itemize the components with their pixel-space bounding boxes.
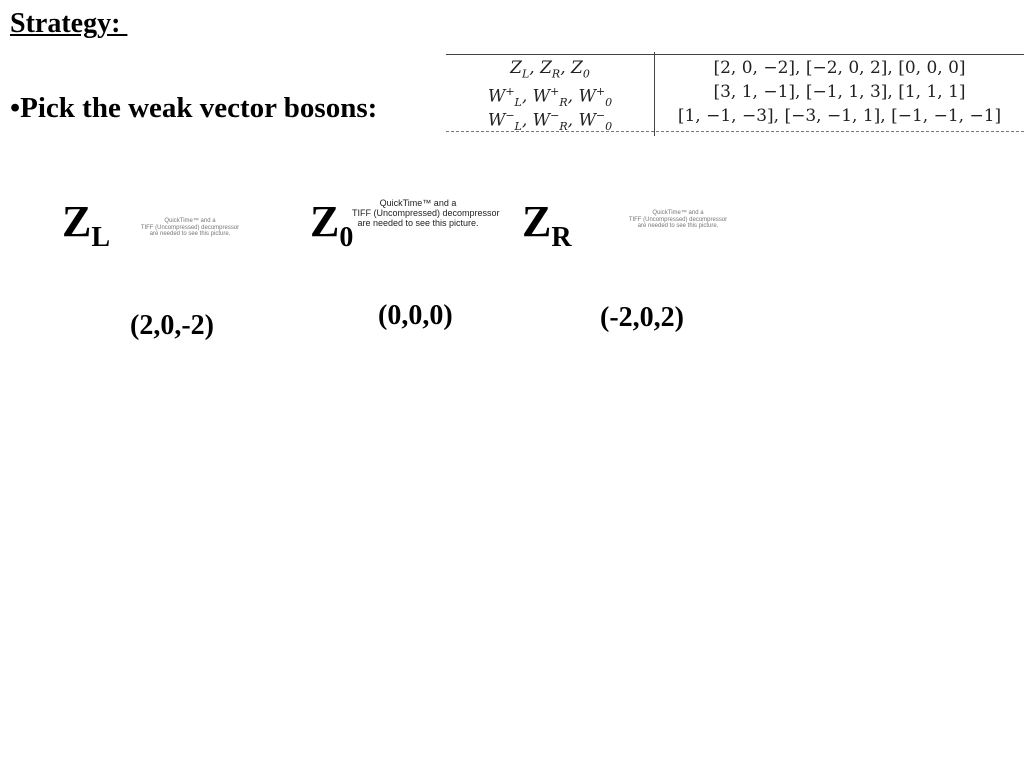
boson-label-zr: $Z_R$ (522, 197, 572, 253)
bullet-point (10, 92, 377, 125)
table-top-rule (446, 54, 1024, 55)
table-row-names: $Z_L$, $Z_R$, $Z_0$ (510, 58, 590, 81)
boson-label-z0: $Z_0$ (310, 197, 354, 253)
slide-heading: Strategy: (10, 8, 128, 39)
boson-weight-table (446, 52, 1024, 136)
quicktime-placeholder-image: QuickTime™ and a TIFF (Uncompressed) decompressor are needed to see this picture. (352, 198, 500, 228)
boson-tuple-z0: (0,0,0) (378, 300, 453, 331)
table-row-values: [3, 1, −1], [−1, 1, 3], [1, 1, 1] (713, 82, 966, 102)
table-row (446, 80, 1024, 110)
bullet-marker: • (10, 92, 21, 124)
table-row-values: [2, 0, −2], [−2, 0, 2], [0, 0, 0] (713, 58, 966, 78)
table-row-values: [1, −1, −3], [−3, −1, 1], [−1, −1, −1] (677, 106, 1002, 126)
bullet-text: Pick the weak vector bosons: (20, 92, 378, 124)
table-row-names: $W^+_L$, $W^+_R$, $W^+_0$ (487, 85, 613, 110)
boson-label-zl: $Z_L$ (62, 197, 111, 253)
quicktime-placeholder-image: QuickTime™ and a TIFF (Uncompressed) decompressor are needed to see this picture. (628, 210, 728, 230)
table-row (446, 56, 1024, 80)
boson-tuple-zr: (-2,0,2) (600, 302, 684, 333)
quicktime-placeholder-image: QuickTime™ and a TIFF (Uncompressed) decompressor are needed to see this picture. (140, 218, 240, 238)
table-row (446, 104, 1024, 134)
table-row-names: $W^-_L$, $W^-_R$, $W^-_0$ (487, 109, 613, 134)
boson-tuple-zl: (2,0,-2) (130, 310, 214, 341)
